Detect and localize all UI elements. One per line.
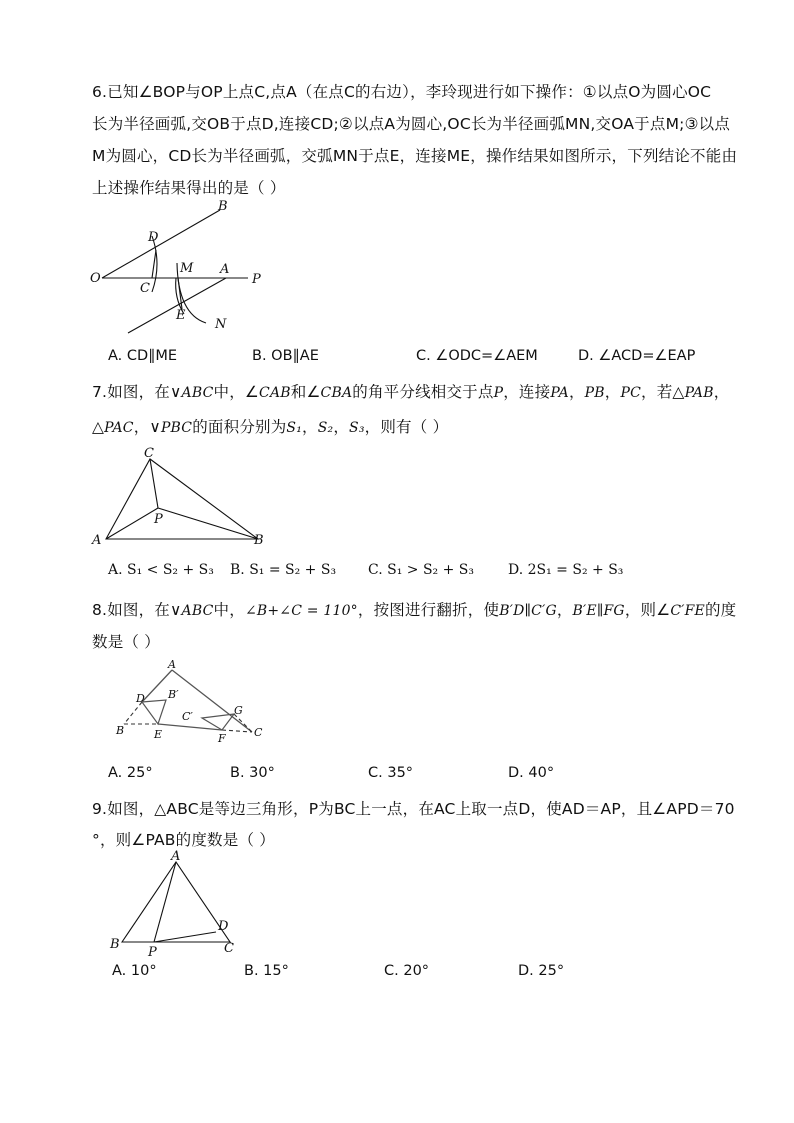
label-p: P: [252, 272, 261, 287]
q7-option-a[interactable]: A. S₁ < S₂ + S₃: [108, 562, 214, 578]
label-c: C: [140, 281, 150, 296]
q7-text-line-1: 7.如图，在∨ABC中，∠CAB和∠CBA的角平分线相交于点P，连接PA，PB，PC，若△PAB，: [92, 383, 730, 401]
q7-option-d[interactable]: D. 2S₁ = S₂ + S₃: [508, 562, 624, 578]
q9-option-a[interactable]: A. 10°: [112, 963, 157, 979]
label-n: N: [215, 317, 227, 332]
label-g: G: [234, 704, 243, 717]
q6-option-d[interactable]: D. ∠ACD=∠EAP: [578, 348, 696, 364]
q8-figure: [112, 656, 282, 746]
q6-option-b[interactable]: B. OB∥AE: [252, 348, 319, 364]
q9-figure: [104, 848, 254, 960]
q7-figure: [88, 444, 278, 554]
segment-cd: [152, 250, 156, 278]
label-c-prime: C′: [182, 710, 193, 723]
label-m: M: [180, 261, 194, 276]
label-f: F: [218, 732, 226, 745]
label-e: E: [154, 728, 163, 741]
segment-pd: [154, 932, 216, 942]
segment-pb: [158, 508, 258, 539]
q9-text-line-2: °，则∠PAB的度数是（ ）: [92, 831, 275, 849]
q6-text-line-4: 上述操作结果得出的是（ ）: [92, 179, 286, 197]
label-b: B: [218, 199, 228, 214]
label-d: D: [136, 692, 145, 705]
q7-option-c[interactable]: C. S₁ > S₂ + S₃: [368, 562, 474, 578]
q7-option-b[interactable]: B. S₁ = S₂ + S₃: [230, 562, 337, 578]
triangle-abc: [122, 862, 230, 942]
q8-option-d[interactable]: D. 40°: [508, 765, 555, 781]
label-c: C: [254, 726, 263, 739]
label-b: B: [116, 724, 125, 737]
q8-option-b[interactable]: B. 30°: [230, 765, 275, 781]
q6-text-line-2: 长为半径画弧,交OB于点D,连接CD;②以点A为圆心,OC长为半径画弧MN,交OA于点M;③以点: [92, 115, 731, 133]
segment-pa: [106, 508, 158, 539]
q9-option-d[interactable]: D. 25°: [518, 963, 565, 979]
label-d: D: [218, 919, 229, 934]
q8-option-a[interactable]: A. 25°: [108, 765, 153, 781]
q9-text-line-1: 9.如图，△ABC是等边三角形，P为BC上一点，在AC上取一点D，使AD＝AP，且∠APD＝70: [92, 800, 735, 818]
label-a: A: [168, 658, 176, 671]
label-o: O: [90, 271, 101, 286]
label-d: D: [148, 230, 159, 245]
q8-text-line-1: 8.如图，在∨ABC中，∠B+∠C = 110°，按图进行翻折，使B′D∥C′G，B′E∥FG，则∠C′FE的度: [92, 601, 737, 619]
q7-text-line-2: △PAC，∨PBC的面积分别为S₁，S₂，S₃，则有（ ）: [92, 418, 449, 436]
fold-db: [124, 702, 142, 724]
folded-triangle-cgf: [202, 714, 234, 730]
q9-option-b[interactable]: B. 15°: [244, 963, 289, 979]
q6-option-a[interactable]: A. CD∥ME: [108, 348, 178, 364]
label-c: C: [144, 446, 154, 461]
q6-option-c[interactable]: C. ∠ODC=∠AEM: [416, 348, 538, 364]
folded-triangle-dbe: [142, 700, 166, 724]
label-p: P: [148, 945, 157, 960]
q6-text-line-1: 6.已知∠BOP与OP上点C,点A（在点C的右边），李玲现进行如下操作：①以点O为圆心OC: [92, 83, 712, 101]
label-a: A: [171, 849, 181, 864]
segment-ap: [154, 862, 176, 942]
triangle-abc: [106, 459, 258, 539]
q8-option-c[interactable]: C. 35°: [368, 765, 414, 781]
label-a: A: [92, 533, 102, 548]
q9-option-c[interactable]: C. 20°: [384, 963, 430, 979]
label-e: E: [176, 308, 186, 323]
label-b: B: [110, 937, 120, 952]
q6-text-line-3: M为圆心，CD长为半径画弧，交弧MN于点E，连接ME，操作结果如图所示，下列结论不能由: [92, 147, 738, 165]
label-b-prime: B′: [168, 688, 179, 701]
segment-pc: [150, 459, 158, 508]
label-c: C: [224, 941, 234, 956]
label-a: A: [220, 262, 230, 277]
ray-ob: [102, 210, 220, 278]
label-p: P: [154, 512, 163, 527]
q6-figure: [80, 196, 280, 336]
fold-fc: [222, 730, 252, 732]
label-b: B: [254, 533, 264, 548]
q8-text-line-2: 数是（ ）: [92, 633, 160, 651]
